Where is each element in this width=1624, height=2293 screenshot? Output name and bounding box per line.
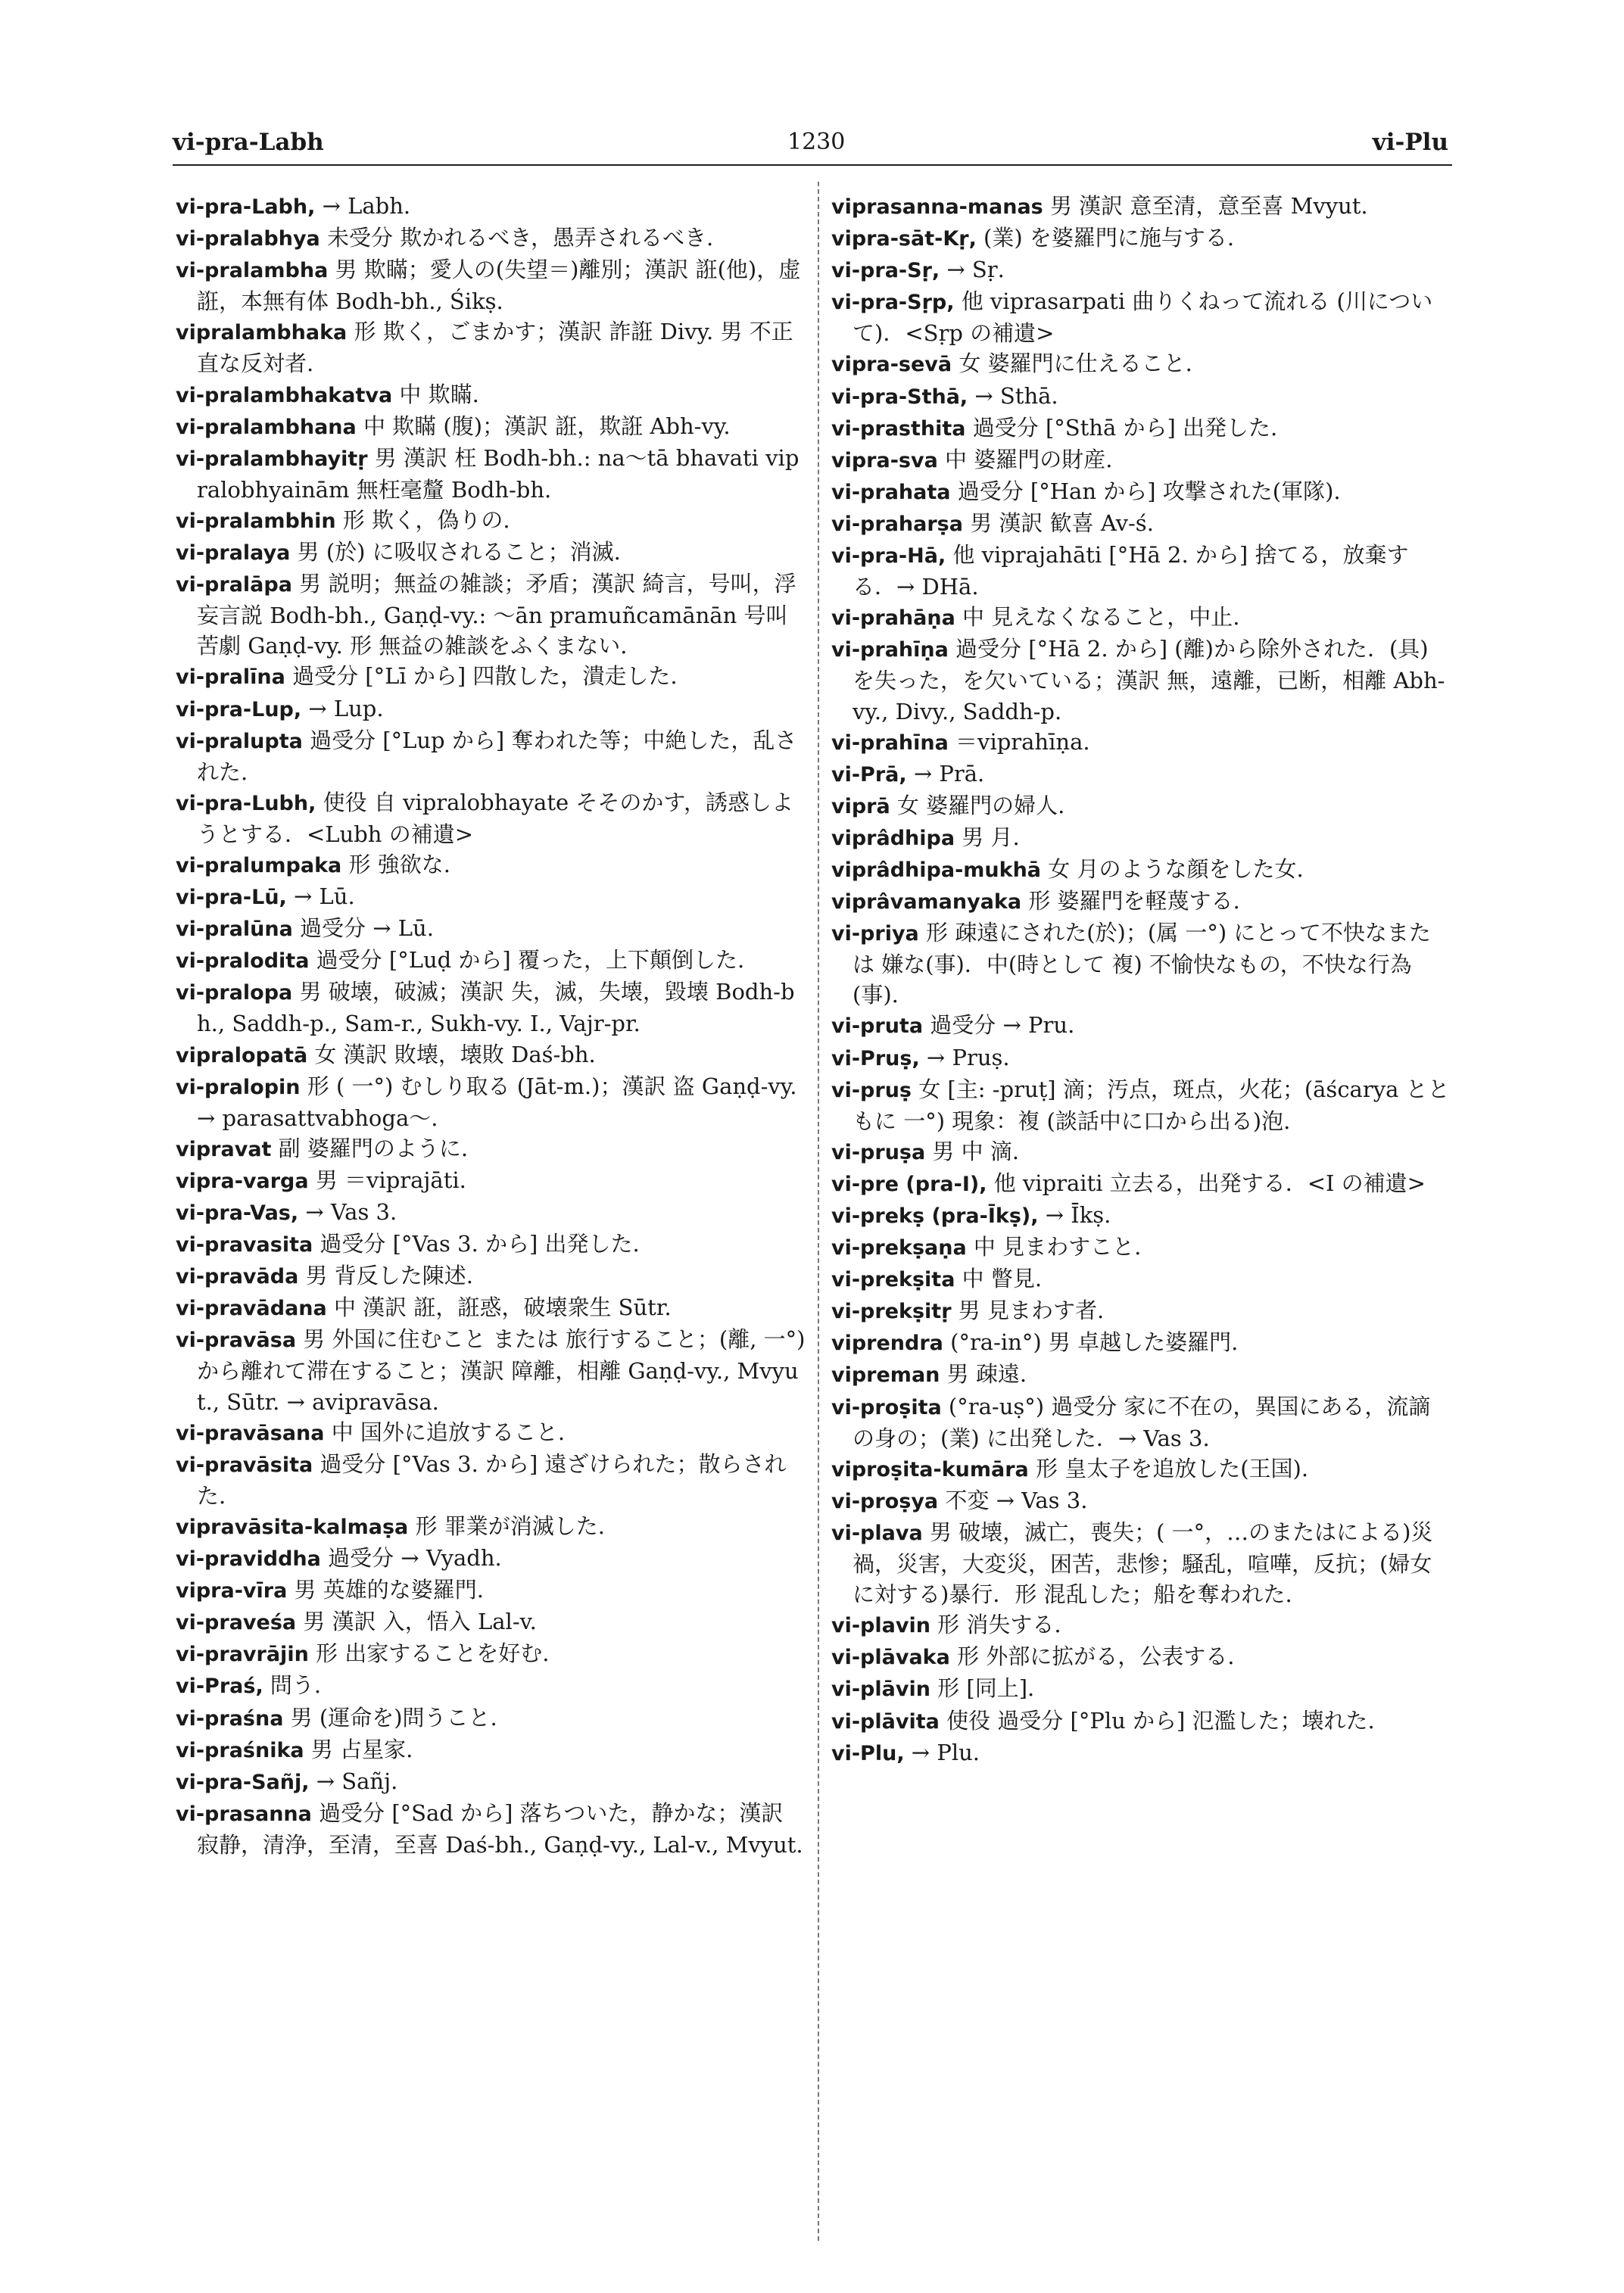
entry-definition: 男 占星家.	[304, 1736, 413, 1762]
entry-headword: vi-pravāsita	[176, 1453, 313, 1477]
entry-headword: viprâvamanyaka	[831, 890, 1022, 914]
entry-definition: 問う.	[263, 1672, 322, 1699]
entry-definition: 中 見まわすこと.	[966, 1234, 1142, 1260]
dictionary-entry	[176, 977, 809, 1039]
entry-headword: vipreman	[831, 1363, 940, 1388]
entry-definition: 過受分 → Pru.	[923, 1012, 1075, 1039]
dictionary-entry	[176, 505, 809, 537]
entry-definition: 女 漢訳 敗壊，壊敗 Daś-bh.	[307, 1041, 596, 1067]
entry-definition: 男 (於) に吸収されること；消滅.	[290, 539, 621, 565]
dictionary-entry	[176, 1449, 809, 1511]
entry-definition: 男 漢訳 歓喜 Av-ś.	[962, 509, 1154, 536]
dictionary-entry	[176, 1638, 809, 1670]
dictionary-entry	[176, 569, 809, 661]
entry-definition: 形 罪業が消滅した.	[408, 1513, 605, 1539]
dictionary-entry	[176, 223, 809, 254]
dictionary-entry	[831, 1517, 1451, 1609]
entry-headword: vi-pravādana	[176, 1297, 327, 1321]
entry-headword: vi-prekṣ (pra-Īkṣ),	[831, 1204, 1039, 1228]
entry-definition: 副 婆羅門のように.	[271, 1135, 469, 1161]
dictionary-entry	[831, 854, 1451, 886]
entry-definition: 過受分 [°Luḍ から] 覆った，上下顛倒した.	[309, 947, 745, 974]
page-number: 1230	[787, 129, 846, 155]
dictionary-entry	[831, 886, 1451, 918]
entry-headword: vi-pruṣa	[831, 1140, 926, 1164]
entry-definition: 形 外部に拡がる，公表する.	[949, 1643, 1235, 1670]
entry-definition: 男 漢訳 意至清，意至喜 Mvyut.	[1043, 193, 1368, 219]
entry-definition: 男 外国に住むこと または 旅行すること；(離, 一°)から離れて滞在すること；漢訳 障離，相離 Gaṇḍ-vy., Mvyut., Sūtr. → avipravāsa.	[197, 1326, 806, 1415]
dictionary-entry	[831, 1263, 1451, 1295]
entry-headword: viprā	[831, 794, 890, 818]
dictionary-entry	[831, 223, 1451, 254]
entry-headword: vi-prasthita	[831, 416, 966, 441]
entry-definition: 他 viprajahāti [°Hā 2. から] 捨てる，放棄する．→ DHā.	[853, 542, 1409, 600]
entry-definition: 男 月.	[955, 824, 1020, 850]
entry-definition: 男 破壊，破滅；漢訳 失，滅，失壊，毀壊 Bodh-bh., Saddh-p., Sam-r., Sukh-vy. I., Vajr-pr.	[197, 979, 795, 1037]
dictionary-entry	[176, 1165, 809, 1197]
entry-headword: vi-pralopa	[176, 981, 293, 1005]
entry-definition: 過受分 [°Lī から] 四散した，潰走した.	[285, 663, 678, 690]
entry-headword: vi-praviddha	[176, 1547, 321, 1572]
dictionary-entry	[831, 1327, 1451, 1359]
dictionary-entry	[831, 1673, 1451, 1705]
entry-definition: 中 国外に追放すること.	[324, 1419, 566, 1445]
dictionary-entry	[831, 1609, 1451, 1641]
dictionary-entry	[831, 727, 1451, 759]
dictionary-entry	[831, 286, 1451, 348]
entry-definition: ＝viprahīṇa.	[948, 728, 1090, 755]
entry-headword: vi-pravasita	[176, 1233, 313, 1257]
entry-definition: 女 月のような顔をした女.	[1041, 855, 1304, 882]
dictionary-entry	[176, 1133, 809, 1165]
dictionary-entry	[176, 1575, 809, 1606]
entry-definition: 男 ＝viprajāti.	[308, 1167, 466, 1193]
entry-headword: vi-pralambhayitṛ	[176, 447, 368, 471]
entry-headword: vi-praharṣa	[831, 512, 963, 536]
entry-definition: → Vas 3.	[298, 1199, 397, 1225]
dictionary-entry	[176, 379, 809, 411]
entry-headword: vi-pra-Labh,	[176, 195, 316, 219]
entry-headword: vi-prahāṇa	[831, 606, 955, 631]
entry-definition: 過受分 [°Vas 3. から] 遠ざけられた；散らされた.	[197, 1450, 787, 1509]
entry-headword: vi-prahata	[831, 480, 951, 504]
dictionary-entry	[176, 1260, 809, 1292]
entry-headword: vi-praśna	[176, 1706, 284, 1731]
entry-definition: → Sṛ.	[940, 257, 1005, 283]
dictionary-entry	[176, 1511, 809, 1543]
entry-headword: vi-pra-Vas,	[176, 1201, 299, 1225]
dictionary-entry	[176, 316, 809, 379]
dictionary-entry	[176, 254, 809, 316]
entry-definition: 男 背反した陳述.	[298, 1263, 473, 1289]
dictionary-entry	[176, 1670, 809, 1702]
entry-headword: vi-pra-Sañj,	[176, 1770, 310, 1794]
entry-definition: 中 欺瞞.	[392, 381, 479, 407]
entry-headword: vipra-sva	[831, 448, 938, 472]
entry-headword: vi-plavin	[831, 1614, 930, 1638]
entry-headword: vi-pra-Sṛp,	[831, 291, 955, 315]
dictionary-entry	[176, 1039, 809, 1071]
entry-definition: 男 英雄的な婆羅門.	[287, 1577, 484, 1603]
dictionary-entry	[831, 413, 1451, 444]
entry-headword: vi-pruṣ	[831, 1078, 912, 1102]
dictionary-entry	[176, 1606, 809, 1638]
left-column	[176, 191, 809, 1860]
entry-headword: vi-prekṣitṛ	[831, 1300, 952, 1324]
dictionary-entry	[176, 443, 809, 505]
dictionary-entry	[831, 1391, 1451, 1453]
entry-definition: 形 欺く，ごまかす；漢訳 詐誑 Divy. 男 不正直な反対者.	[197, 319, 793, 377]
dictionary-entry	[176, 945, 809, 977]
entry-headword: vi-proṣita	[831, 1395, 942, 1419]
entry-definition: 使役 過受分 [°Plu から] 氾濫した；壊れた.	[939, 1707, 1375, 1734]
entry-headword: vi-priya	[831, 922, 919, 946]
entry-definition: → Lū.	[286, 883, 355, 910]
entry-headword: vi-pralambhakatva	[176, 383, 393, 407]
entry-headword: vipra-vīra	[176, 1579, 288, 1603]
entry-headword: vi-pra-Lup,	[176, 697, 302, 721]
entry-definition: 女 婆羅門の婦人.	[890, 792, 1065, 818]
entry-definition: 未受分 欺かれるべき，愚弄されるべき.	[320, 225, 714, 251]
entry-headword: vi-prekṣita	[831, 1268, 955, 1292]
dictionary-entry	[831, 254, 1451, 286]
entry-headword: viprâdhipa-mukhā	[831, 858, 1042, 882]
dictionary-entry	[831, 1168, 1451, 1200]
entry-definition: 過受分 [°Hā 2. から] (離)から除外された．(具) を失った，を欠いている；漢訳 無，遠離，已断，相離 Abh-vy., Divy., Saddh-p.	[853, 636, 1445, 724]
entry-definition: 男 漢訳 入，悟入 Lal-v.	[296, 1609, 537, 1635]
dictionary-entry	[831, 1136, 1451, 1168]
entry-headword: vi-pra-Hā,	[831, 544, 946, 569]
entry-definition: 男 中 滴.	[925, 1138, 1020, 1164]
dictionary-entry	[831, 1010, 1451, 1042]
entry-headword: vi-pralaya	[176, 541, 291, 565]
entry-definition: 男 疎遠.	[940, 1361, 1027, 1388]
entry-definition: 過受分 [°Vas 3. から] 出発した.	[313, 1231, 640, 1257]
entry-headword: vi-pralambha	[176, 259, 329, 283]
entry-definition: 男 (運命を)問うこと.	[283, 1704, 497, 1731]
entry-headword: viprâdhipa	[831, 826, 955, 850]
entry-headword: vi-plāvita	[831, 1709, 940, 1734]
dictionary-entry	[831, 1641, 1451, 1673]
dictionary-entry	[831, 634, 1451, 726]
dictionary-entry	[176, 1766, 809, 1798]
entry-headword: vipra-sāt-Kṛ,	[831, 227, 977, 251]
entry-definition: (°ra-in°) 男 卓越した婆羅門.	[943, 1329, 1239, 1356]
dictionary-entry	[831, 1042, 1451, 1074]
dictionary-entry	[176, 537, 809, 569]
dictionary-entry	[831, 540, 1451, 602]
entry-headword: vi-pralupta	[176, 729, 303, 753]
entry-headword: vi-pravāsa	[176, 1329, 297, 1353]
entry-headword: vi-prasanna	[176, 1802, 312, 1826]
dictionary-entry	[176, 1197, 809, 1229]
entry-definition: 過受分 [°Han から] 攻撃された(軍隊).	[950, 478, 1341, 504]
dictionary-entry	[176, 1417, 809, 1449]
entry-definition: 中 欺瞞 (腹)；漢訳 誑，欺誑 Abh-vy.	[356, 413, 731, 439]
entry-definition: 中 瞥見.	[955, 1266, 1043, 1292]
entry-definition: 女 婆羅門に仕えること.	[952, 350, 1192, 377]
entry-definition: 形 ( 一°) むしり取る (Jāt-m.)；漢訳 盗 Gaṇḍ-vy. → parasattvabhoga～.	[197, 1073, 797, 1131]
entry-definition: 形 出家することを好む.	[308, 1640, 550, 1667]
dictionary-entry	[831, 822, 1451, 854]
entry-definition: → Sthā.	[968, 382, 1058, 409]
dictionary-entry	[831, 348, 1451, 380]
entry-definition: (業) を婆羅門に施与する.	[976, 225, 1235, 251]
entry-definition: 形 皇太子を追放した(王国).	[1028, 1455, 1309, 1481]
dictionary-entry	[831, 381, 1451, 413]
entry-headword: vi-plāvaka	[831, 1646, 950, 1670]
dictionary-entry	[176, 1543, 809, 1575]
dictionary-entry	[176, 1229, 809, 1260]
entry-definition: 形 強欲な.	[341, 851, 450, 877]
entry-definition: 過受分 [°Lup から] 奪われた等；中絶した，乱された.	[197, 727, 797, 785]
entry-headword: vipralopatā	[176, 1043, 308, 1067]
entry-headword: vipralambhaka	[176, 321, 348, 345]
dictionary-entry	[176, 661, 809, 693]
entry-headword: vi-prahīna	[831, 731, 949, 755]
entry-headword: vi-pra-Lubh,	[176, 791, 316, 815]
dictionary-entry	[831, 918, 1451, 1010]
entry-definition: 形 疎遠にされた(於)；(属 一°) にとって不快なまたは 嫌な(事)．中(時として 複) 不愉快なもの，不快な行為(事).	[853, 920, 1431, 1008]
entry-definition: 他 vipraiti 立去る，出発する．<I の補遺>	[987, 1170, 1426, 1196]
entry-headword: vi-praśnika	[176, 1738, 304, 1762]
dictionary-entry	[176, 725, 809, 787]
dictionary-entry	[176, 1798, 809, 1860]
dictionary-entry	[831, 476, 1451, 508]
entry-headword: vipravāsita-kalmaṣa	[176, 1515, 409, 1539]
dictionary-entry	[176, 411, 809, 443]
dictionary-entry	[176, 1324, 809, 1416]
dictionary-entry	[831, 1359, 1451, 1391]
entry-definition: → Lup.	[301, 695, 384, 721]
entry-definition: 過受分 → Lū.	[292, 915, 434, 942]
dictionary-entry	[831, 602, 1451, 634]
entry-definition: 男 見まわす者.	[951, 1298, 1105, 1324]
dictionary-entry	[831, 759, 1451, 790]
dictionary-entry	[176, 849, 809, 881]
entry-definition: → Sañj.	[309, 1768, 398, 1794]
entry-headword: vi-pra-Sthā,	[831, 385, 968, 409]
entry-headword: vipra-sevā	[831, 353, 952, 377]
entry-headword: vi-pre (pra-I),	[831, 1172, 987, 1196]
dictionary-entry	[831, 1074, 1451, 1136]
entry-headword: vi-pralumpaka	[176, 853, 342, 877]
entry-definition: 他 viprasarpati 曲りくねって流れる (川について)．<Sṛp の補遺>	[853, 288, 1433, 347]
entry-definition: → Pruṣ.	[919, 1044, 1010, 1070]
entry-headword: vi-Plu,	[831, 1741, 905, 1765]
entry-headword: vi-pralambhana	[176, 415, 357, 439]
entry-definition: (°ra-uṣ°) 過受分 家に不在の，異国にある，流謫の身の；(業) に出発した．→ Vas 3.	[853, 1393, 1431, 1451]
entry-headword: vi-pralūna	[176, 918, 293, 942]
dictionary-entry	[176, 1703, 809, 1734]
entry-headword: vi-pralambhin	[176, 509, 336, 533]
entry-headword: vi-plāvin	[831, 1678, 930, 1702]
dictionary-entry	[831, 444, 1451, 476]
entry-headword: vi-Praś,	[176, 1675, 263, 1699]
dictionary-entry	[176, 913, 809, 945]
dictionary-entry	[831, 1232, 1451, 1263]
dictionary-entry	[176, 191, 809, 223]
entry-headword: vi-plava	[831, 1521, 923, 1545]
entry-headword: vipravat	[176, 1137, 272, 1161]
entry-definition: 使役 自 vipralobhayate そそのかす，誘惑しようとする．<Lubh の補遺>	[197, 789, 794, 847]
dictionary-entry	[176, 1292, 809, 1324]
entry-definition: → Labh.	[315, 193, 411, 219]
entry-definition: 不変 → Vas 3.	[938, 1487, 1088, 1513]
entry-definition: → Īkṣ.	[1038, 1202, 1111, 1228]
entry-headword: vi-pravrājin	[176, 1643, 309, 1667]
dictionary-entry	[176, 881, 809, 913]
dictionary-entry	[176, 1734, 809, 1766]
entry-definition: 中 婆羅門の財産.	[937, 446, 1113, 472]
dictionary-entry	[831, 191, 1451, 223]
entry-headword: vipra-varga	[176, 1169, 309, 1193]
entry-definition: 過受分 [°Sthā から] 出発した.	[965, 414, 1278, 441]
dictionary-entry	[831, 1737, 1451, 1769]
entry-headword: vi-pruta	[831, 1014, 924, 1039]
entry-headword: vi-pralodita	[176, 949, 310, 974]
entry-headword: vi-Prā,	[831, 762, 907, 787]
dictionary-entry	[831, 1453, 1451, 1485]
dictionary-entry	[176, 1071, 809, 1133]
entry-definition: 形 [同上].	[930, 1675, 1035, 1702]
entry-definition: 中 見えなくなること，中止.	[955, 604, 1240, 631]
entry-headword: vi-pra-Sṛ,	[831, 259, 940, 283]
dictionary-entry	[831, 790, 1451, 822]
running-head-left: vi-pra-Labh	[173, 129, 324, 156]
dictionary-entry	[176, 693, 809, 725]
running-head-right: vi-Plu	[1372, 129, 1448, 156]
entry-definition: → Prā.	[906, 760, 985, 787]
entry-headword: vi-pralāpa	[176, 573, 292, 597]
entry-definition: 女 [主: -pruṭ] 滴；汚点，斑点，火花；(āścarya とともに 一°) 現象：複 (談話中に口から出る)泡.	[853, 1076, 1450, 1134]
entry-headword: viprasanna-manas	[831, 195, 1043, 219]
entry-headword: vi-pralīna	[176, 665, 285, 690]
entry-definition: 過受分 → Vyadh.	[320, 1545, 502, 1572]
entry-definition: 男 漢訳 枉 Bodh-bh.: na～tā bhavati vipralobhyainām 無枉毫釐 Bodh-bh.	[197, 444, 800, 503]
entry-headword: vi-prekṣaṇa	[831, 1236, 967, 1260]
entry-definition: 男 欺瞞；愛人の(失望＝)離別；漢訳 誑(他)，虚誑，本無有体 Bodh-bh., Śikṣ.	[197, 257, 801, 315]
entry-headword: vi-praveśa	[176, 1611, 297, 1635]
entry-headword: vi-pralabhya	[176, 227, 320, 251]
dictionary-entry	[831, 1200, 1451, 1232]
column-divider	[818, 182, 819, 2241]
header-rule	[173, 164, 1452, 166]
dictionary-entry	[831, 1485, 1451, 1517]
entry-headword: vi-pra-Lū,	[176, 886, 287, 910]
entry-definition: 男 説明；無益の雑談；矛盾；漢訳 綺言，号叫，浮妄言説 Bodh-bh., Gaṇḍ-vy.: ～ān pramuñcamānān 号叫苦劇 Gaṇḍ-vy. 形 無益の雑談をふくまない.	[197, 571, 796, 659]
entry-definition: 形 欺く，偽りの.	[335, 506, 510, 533]
entry-headword: vi-Pruṣ,	[831, 1046, 920, 1070]
entry-headword: viproṣita-kumāra	[831, 1457, 1029, 1481]
entry-headword: vi-proṣya	[831, 1489, 939, 1513]
entry-headword: vi-pravāsana	[176, 1421, 325, 1445]
entry-headword: vi-pralopin	[176, 1075, 301, 1099]
entry-definition: 中 漢訳 誑，誑惑，破壊衆生 Sūtr.	[326, 1294, 672, 1321]
dictionary-entry	[176, 787, 809, 849]
entry-headword: vi-prahīṇa	[831, 638, 949, 662]
entry-definition: → Plu.	[904, 1739, 980, 1765]
dictionary-entry	[831, 1295, 1451, 1327]
entry-headword: viprendra	[831, 1332, 943, 1356]
entry-definition: 男 破壊，滅亡，喪失；( 一°，…のまたはによる)災禍，災害，大変災，困苦，悲惨；騒乱，喧嘩，反抗；(婦女に対する)暴行．形 混乱した；船を奪われた.	[853, 1519, 1433, 1608]
dictionary-entry	[831, 1706, 1451, 1737]
dictionary-entry	[831, 508, 1451, 540]
entry-headword: vi-pravāda	[176, 1265, 299, 1289]
entry-definition: 過受分 [°Sad から] 落ちついた，静かな；漢訳 寂静，清浄，至清，至喜 Daś-bh., Gaṇḍ-vy., Lal-v., Mvyut.	[197, 1799, 803, 1858]
right-column	[831, 191, 1451, 1769]
entry-definition: 形 婆羅門を軽蔑する.	[1021, 888, 1240, 914]
entry-definition: 形 消失する.	[930, 1612, 1061, 1638]
